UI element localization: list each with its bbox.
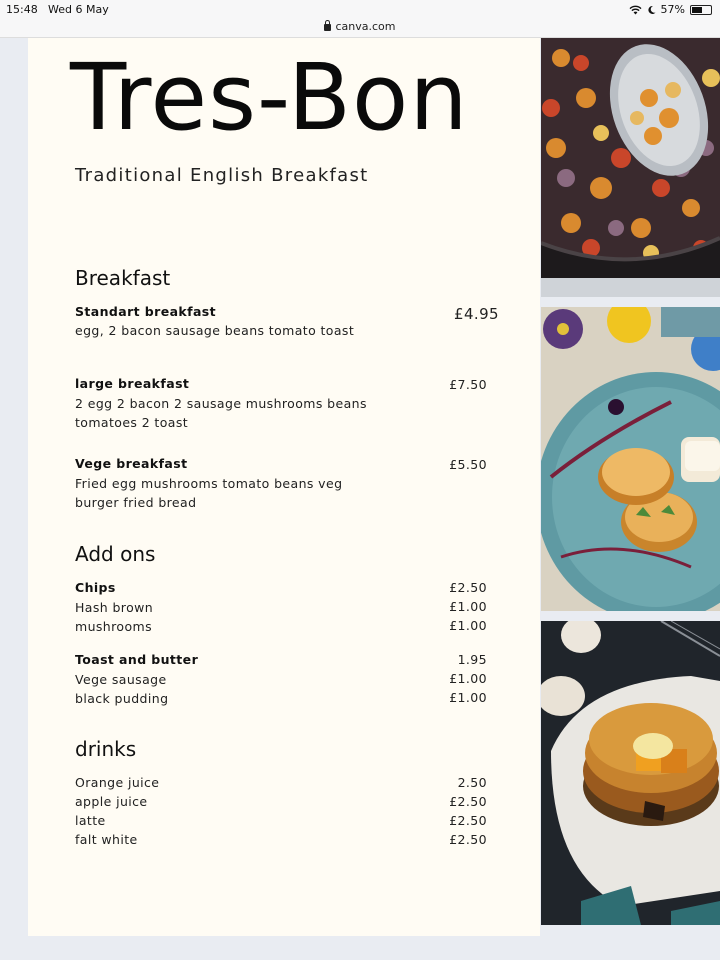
drink-item-name: Orange juice bbox=[75, 775, 160, 790]
addon-item-name: Chips bbox=[75, 580, 116, 595]
drink-item-price: 2.50 bbox=[457, 775, 487, 790]
menu-item-description: 2 egg 2 bacon 2 sausage mushrooms beans tomatoes 2 toast bbox=[75, 396, 367, 430]
wifi-icon bbox=[629, 5, 642, 15]
menu-item-price: £7.50 bbox=[449, 377, 487, 392]
lock-icon bbox=[324, 24, 331, 31]
addon-item-price: 1.95 bbox=[457, 652, 487, 667]
addon-item-price: £2.50 bbox=[449, 580, 487, 595]
drink-item-name: falt white bbox=[75, 832, 138, 847]
address-bar[interactable] bbox=[0, 16, 720, 38]
menu-item-name: large breakfast bbox=[75, 376, 190, 391]
menu-subtitle: Traditional English Breakfast bbox=[75, 165, 369, 186]
section-heading-breakfast: Breakfast bbox=[75, 266, 171, 290]
url-text: canva.com bbox=[335, 20, 396, 33]
pancakes-with-butter-photo bbox=[541, 621, 720, 925]
moon-icon bbox=[647, 5, 656, 15]
addon-item-price: £1.00 bbox=[449, 690, 487, 705]
menu-item-name: Standart breakfast bbox=[75, 304, 217, 319]
addon-item-name: Toast and butter bbox=[75, 652, 199, 667]
drink-item-price: £2.50 bbox=[449, 813, 487, 828]
menu-item-price: £5.50 bbox=[449, 457, 487, 472]
menu-item-price: £4.95 bbox=[454, 305, 499, 323]
battery-icon bbox=[690, 5, 712, 15]
section-heading-drinks: drinks bbox=[75, 737, 137, 761]
status-date: Wed 6 May bbox=[48, 3, 109, 16]
cereal-bowl-photo bbox=[541, 38, 720, 297]
menu-page bbox=[28, 38, 540, 936]
status-right bbox=[629, 3, 712, 16]
menu-item-name: Vege breakfast bbox=[75, 456, 188, 471]
addon-item-name: mushrooms bbox=[75, 619, 152, 634]
battery-percent: 57% bbox=[660, 3, 685, 16]
addon-item-name: black pudding bbox=[75, 691, 169, 706]
drink-item-name: latte bbox=[75, 813, 106, 828]
addon-item-price: £1.00 bbox=[449, 599, 487, 614]
drink-item-price: £2.50 bbox=[449, 794, 487, 809]
pancakes-on-blue-plate-photo bbox=[541, 307, 720, 611]
menu-item-description: egg, 2 bacon sausage beans tomato toast bbox=[75, 323, 355, 338]
addon-item-price: £1.00 bbox=[449, 671, 487, 686]
menu-item-description: Fried egg mushrooms tomato beans veg burger fried bread bbox=[75, 476, 343, 510]
section-heading-add-ons: Add ons bbox=[75, 542, 156, 566]
addon-item-price: £1.00 bbox=[449, 618, 487, 633]
drink-item-name: apple juice bbox=[75, 794, 148, 809]
restaurant-name: Tres-Bon bbox=[70, 44, 469, 151]
addon-item-name: Hash brown bbox=[75, 600, 154, 615]
status-time: 15:48 bbox=[6, 3, 38, 16]
addon-item-name: Vege sausage bbox=[75, 672, 167, 687]
drink-item-price: £2.50 bbox=[449, 832, 487, 847]
